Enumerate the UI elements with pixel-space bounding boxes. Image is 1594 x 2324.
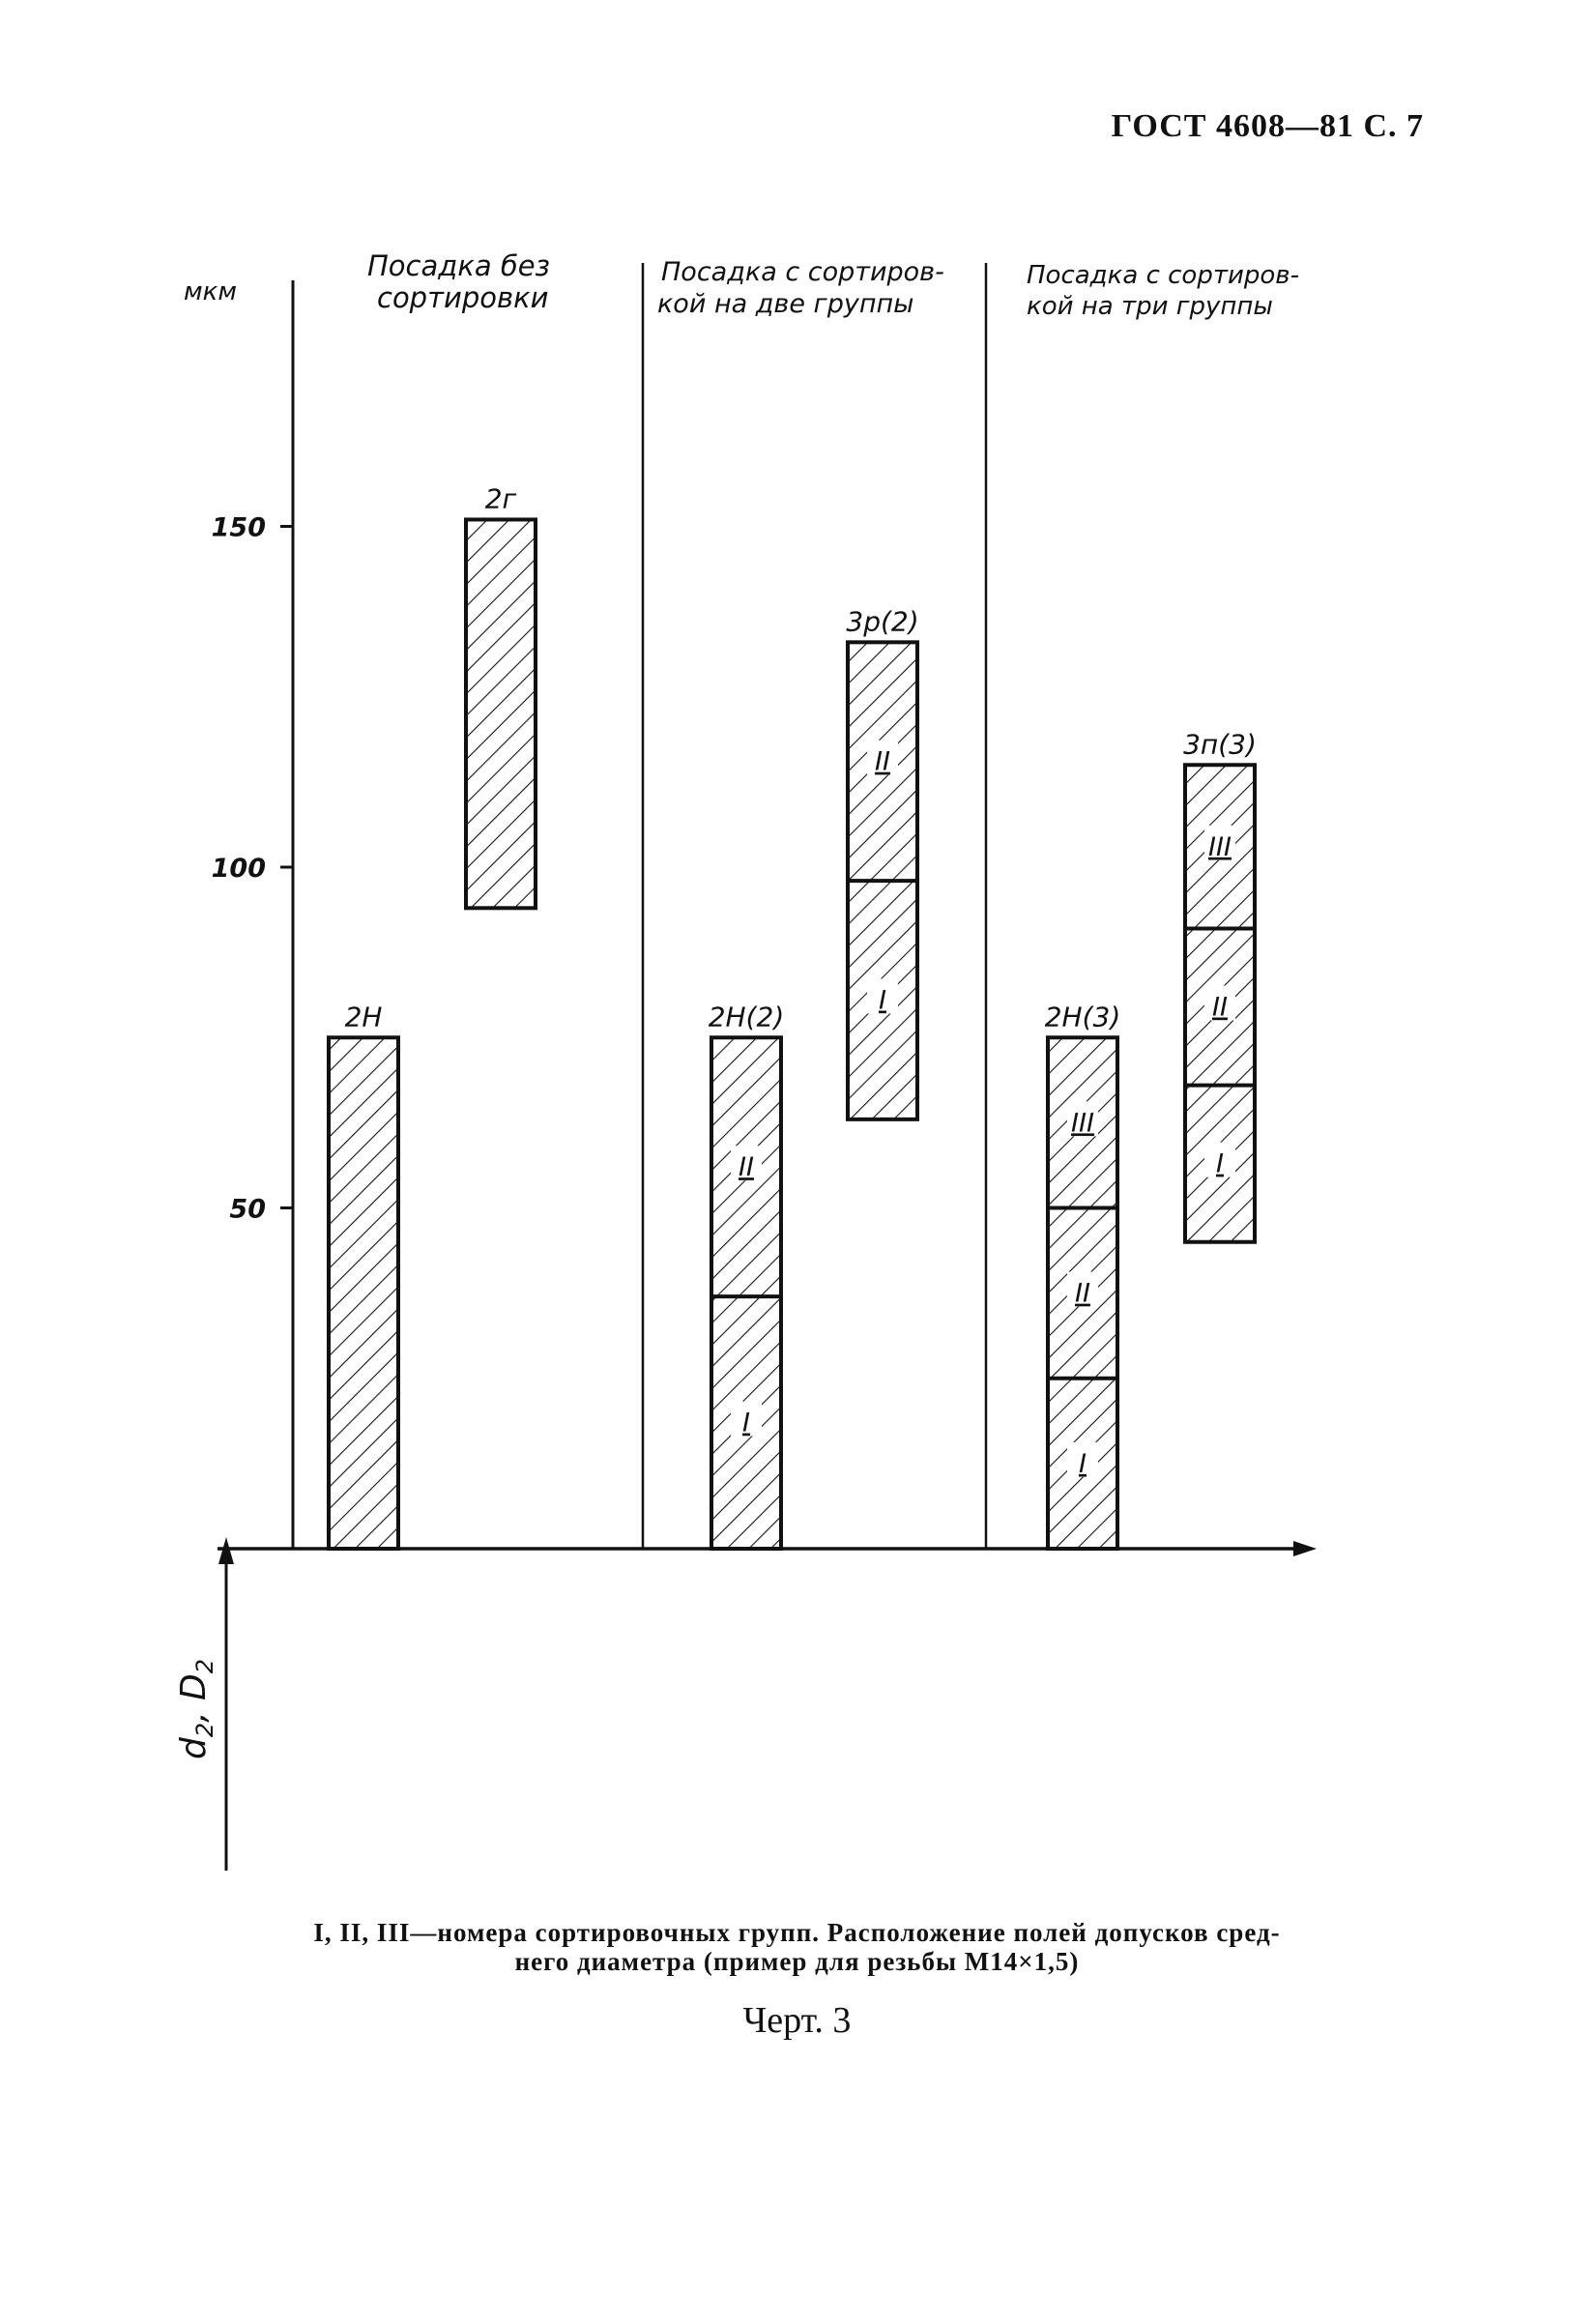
field-bar-1-0 <box>711 1037 781 1549</box>
zero-line-arrow <box>1293 1541 1317 1556</box>
group-label-II: II <box>1075 1278 1090 1309</box>
panel-title-3-line2: кой на три группы <box>1027 292 1273 321</box>
x-axis-label <box>174 1659 218 1759</box>
panel-title-2-line2: кой на две группы <box>657 289 914 319</box>
diameter-axis-arrow <box>218 1537 234 1564</box>
panel-title-1-line1: Посадка без <box>367 249 550 282</box>
page-header: ГОСТ 4608—81 С. 7 <box>1111 108 1424 144</box>
group-label-III: III <box>1208 831 1232 862</box>
x-label-sep: , D <box>174 1673 214 1723</box>
panel-title-3-line1: Посадка с сортиров- <box>1027 261 1299 290</box>
group-label-II: II <box>1212 992 1228 1023</box>
field-label-1-1: 3р(2) <box>846 605 919 638</box>
x-label-main: d <box>174 1737 214 1759</box>
y-tick-label-50: 50 <box>229 1194 266 1225</box>
caption <box>0 1918 1594 1976</box>
tolerance-fields <box>329 482 1257 1549</box>
field-label-2-0: 2H(3) <box>1044 1001 1121 1033</box>
group-label-III: III <box>1071 1108 1094 1139</box>
y-tick-label-100: 100 <box>211 854 266 884</box>
y-unit-label: мкм <box>184 277 237 306</box>
y-ticks <box>212 513 293 1225</box>
field-label-0-0: 2H <box>344 1001 383 1033</box>
field-bar-0-0 <box>329 1037 398 1549</box>
caption-line-2: него диаметра (пример для резьбы М14×1,5) <box>514 1947 1080 1976</box>
field-label-0-1: 2г <box>484 482 517 515</box>
group-label-I: I <box>1216 1148 1224 1179</box>
y-tick-label-150: 150 <box>211 512 266 543</box>
group-label-I: I <box>879 985 886 1016</box>
caption-line-1: I, II, III—номера сортировочных групп. Расположение полей допусков сред- <box>313 1918 1281 1947</box>
group-label-II: II <box>739 1152 754 1183</box>
panel-title-1-line2: сортировки <box>377 281 549 314</box>
field-label-1-0: 2H(2) <box>708 1001 785 1033</box>
field-label-2-1: 3п(3) <box>1183 728 1257 761</box>
field-bar-0-1 <box>466 519 536 908</box>
panel-title-2-line1: Посадка с сортиров- <box>661 257 944 287</box>
x-label-sub: 2 <box>191 1722 218 1738</box>
x-label-sub2: 2 <box>191 1658 218 1674</box>
figure-label: Черт. 3 <box>742 2000 852 2041</box>
group-label-II: II <box>875 746 890 777</box>
group-label-I: I <box>742 1408 750 1438</box>
group-label-I: I <box>1079 1448 1087 1479</box>
